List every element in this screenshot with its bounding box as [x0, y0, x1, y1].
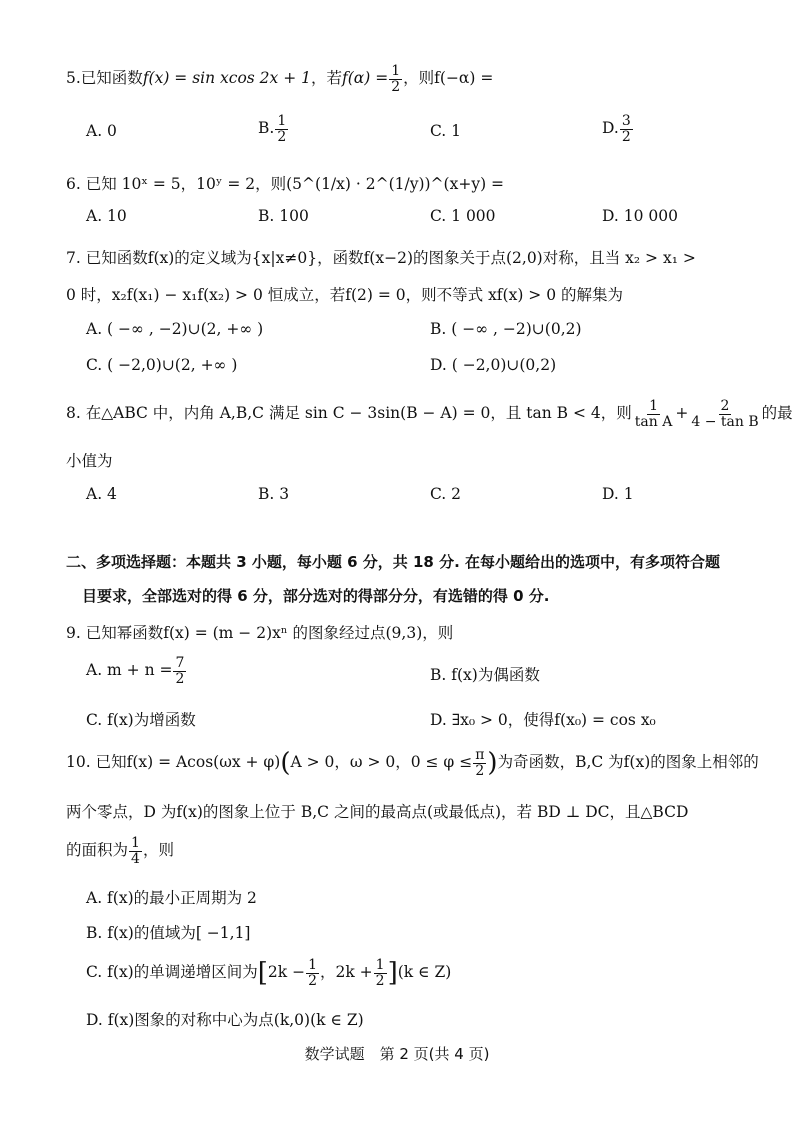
question-6-stem: 6. 已知 10ˣ = 5，10ʸ = 2，则(5^(1/x) · 2^(1/y))^(x+y) = — [66, 175, 505, 193]
question-10-stem: 10. 已知f(x) = Acos(ωx + φ)(A > 0，ω > 0，0 ≤ φ ≤ $\frac{\pi}{2}$ )为奇函数，B,C 为f(x)的图象上相邻的 — [66, 747, 759, 779]
fraction: $\frac{1}{2}$ — [391, 63, 401, 95]
q8-option-b: B. 3 — [258, 485, 290, 503]
section-2-heading-line-2: 目要求，全部选对的得 6 分，部分选对的得部分分，有选错的得 0 分. — [82, 587, 550, 605]
q7-option-d: D. ( −2,0)∪(0,2) — [430, 356, 557, 374]
q5-option-a: A. 0 — [86, 122, 117, 140]
section-2-heading: 二、多项选择题：本题共 3 小题，每小题 6 分，共 18 分. 在每小题给出的选项中，有多项符合题 — [66, 553, 721, 571]
q10-option-a: A. f(x)的最小正周期为 2 — [86, 889, 257, 907]
q10-option-b: B. f(x)的值域为[ −1,1] — [86, 924, 251, 942]
q10-option-d: D. f(x)图象的对称中心为点(k,0)(k ∈ Z) — [86, 1011, 364, 1029]
question-5-stem: 5.已知函数f(x) = sin xcos 2x + 1，若f(α) = $\frac{1}{2}$ ，则f(−α) = — [66, 63, 494, 95]
fraction: $\frac{1}{\text{tan A}}$ — [634, 398, 673, 430]
question-7-line-1: 7. 已知函数f(x)的定义域为{x|x≠0}，函数f(x−2)的图象关于点(2,0)对称，且当 x₂ > x₁ > — [66, 249, 696, 267]
q5-option-b: B. $\frac{1}{2}$ — [258, 113, 287, 145]
q5-option-c: C. 1 — [430, 122, 462, 140]
question-10-line-3: 的面积为 $\frac{1}{4}$ ，则 — [66, 835, 174, 867]
q9-option-b: B. f(x)为偶函数 — [430, 666, 540, 684]
question-9-stem: 9. 已知幂函数f(x) = (m − 2)xⁿ 的图象经过点(9,3)，则 — [66, 624, 454, 642]
q8-option-d: D. 1 — [602, 485, 634, 503]
q8-option-c: C. 2 — [430, 485, 462, 503]
question-10-line-2: 两个零点，D 为f(x)的图象上位于 B,C 之间的最高点(或最低点)，若 BD ⊥ DC，且△BCD — [66, 803, 689, 821]
q8-option-a: A. 4 — [86, 485, 117, 503]
q10-option-c: C. f(x)的单调递增区间为[2k − $\frac{1}{2}$ ，2k + $\frac{1}{2}$ ](k ∈ Z) — [86, 957, 452, 989]
q7-option-b: B. ( −∞ , −2)∪(0,2) — [430, 320, 582, 338]
q7-option-c: C. ( −2,0)∪(2, +∞ ) — [86, 356, 238, 374]
fraction: $\frac{\pi}{2}$ — [475, 747, 485, 779]
q6-option-b: B. 100 — [258, 207, 309, 225]
q9-option-c: C. f(x)为增函数 — [86, 711, 196, 729]
page-footer: 数学试题 第 2 页(共 4 页) — [304, 1045, 490, 1063]
question-8-stem: 8. 在△ABC 中，内角 A,B,C 满足 sin C − 3sin(B − A) = 0，且 tan B < 4，则 $\frac{1}{\text{tan A}}$ + $\frac{2}{\text{4 − tan B}}$ 的最 — [66, 398, 793, 430]
q5-number: 5. — [66, 69, 81, 88]
q6-option-c: C. 1 000 — [430, 207, 496, 225]
q5-option-d: D. $\frac{3}{2}$ — [602, 113, 631, 145]
q6-option-d: D. 10 000 — [602, 207, 678, 225]
question-7-line-2: 0 时，x₂f(x₁) − x₁f(x₂) > 0 恒成立，若f(2) = 0，则不等式 xf(x) > 0 的解集为 — [66, 286, 624, 304]
q9-option-d: D. ∃x₀ > 0，使得f(x₀) = cos x₀ — [430, 711, 656, 729]
q7-option-a: A. ( −∞ , −2)∪(2, +∞ ) — [86, 320, 264, 338]
q6-option-a: A. 10 — [86, 207, 127, 225]
q9-option-a: A. m + n = $\frac{7}{2}$ — [86, 655, 185, 687]
question-8-line-2: 小值为 — [66, 452, 113, 470]
fraction: $\frac{2}{\text{4 − tan B}}$ — [691, 398, 759, 430]
